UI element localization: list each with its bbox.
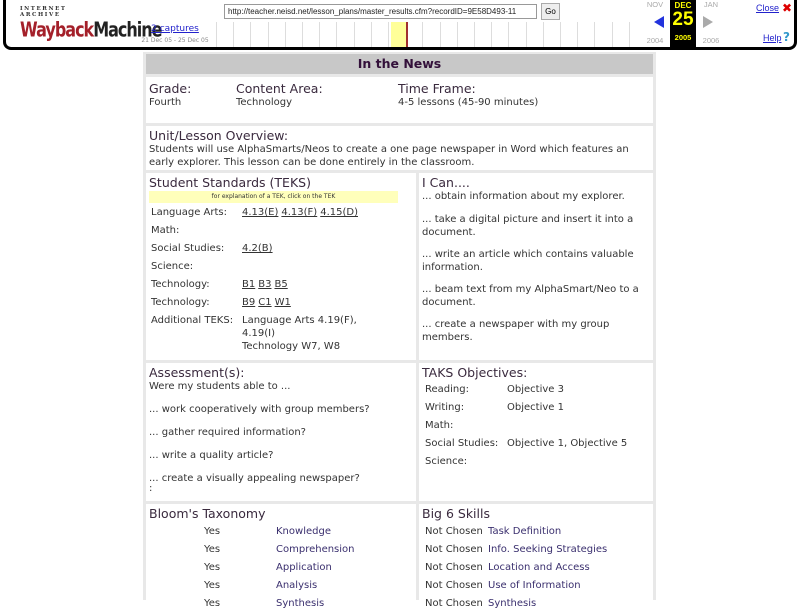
taks-heading: TAKS Objectives: — [422, 365, 528, 380]
bloom-link[interactable]: Application — [276, 562, 332, 573]
overview-text: Students will use AlphaSmarts/Neos to create a one page newspaper in Word which features an early explorer. This lesson can be done entirely in the classroom. — [149, 144, 629, 168]
big6-panel — [419, 504, 653, 614]
assessment-trailing: : — [149, 483, 153, 494]
assessment-item: ... create a visually appealing newspaper? — [149, 473, 360, 484]
big6-row: Not Chosen Info. Seeking Strategies — [425, 544, 608, 555]
time-frame-label: Time Frame: — [398, 81, 476, 96]
url-input[interactable]: http://teacher.neisd.net/lesson_plans/master_results.cfm?recordID=9E58D493-11 — [224, 4, 537, 19]
big6-row: Not Chosen Use of Information — [425, 580, 581, 591]
timeline-capture-marker[interactable] — [406, 22, 408, 47]
grade-label: Grade: — [149, 81, 192, 96]
standards-row: Language Arts: 4.13(E) 4.13(F) 4.15(D) — [151, 207, 358, 218]
big6-heading: Big 6 Skills — [422, 506, 490, 521]
lesson-info-panel — [146, 77, 653, 123]
big6-link[interactable]: Synthesis — [488, 598, 537, 609]
assessment-intro: Were my students able to ... — [149, 381, 291, 392]
tek-link[interactable]: B1 — [242, 279, 256, 290]
big6-row: Not Chosen Synthesis — [425, 598, 537, 609]
next-year: 2006 — [702, 36, 720, 45]
current-day: 25 — [672, 9, 694, 30]
captures-info — [134, 24, 216, 44]
assessment-item: ... gather required information? — [149, 427, 306, 438]
big6-link[interactable]: Info. Seeking Strategies — [488, 544, 608, 555]
bloom-link[interactable]: Synthesis — [276, 598, 325, 609]
bloom-link[interactable]: Analysis — [276, 580, 318, 591]
standards-row: Science: — [151, 261, 194, 272]
captures-link[interactable]: 2 captures — [151, 24, 199, 34]
tek-link[interactable]: 4.13(F) — [281, 207, 318, 218]
tek-link[interactable]: B5 — [274, 279, 288, 290]
i-can-item: ... beam text from my AlphaSmart/Neo to a document. — [422, 284, 639, 308]
help-icon[interactable]: ? — [783, 30, 790, 44]
tek-link[interactable]: C1 — [258, 297, 272, 308]
big6-link[interactable]: Task Definition — [488, 526, 562, 537]
bloom-row: Yes Comprehension — [204, 544, 355, 555]
i-can-item: ... take a digital picture and insert it into a document. — [422, 214, 634, 238]
assessment-heading: Assessment(s): — [149, 365, 245, 380]
wayback-toolbar — [3, 0, 797, 50]
logo-wayback-machine: WaybackMachine — [20, 17, 162, 42]
close-link[interactable]: Close — [756, 3, 780, 13]
current-month: DEC — [674, 1, 692, 10]
taks-panel — [419, 363, 653, 501]
additional-teks-row: Additional TEKS: Language Arts 4.19(F), 4.19(I) Technology W7, W8 — [151, 315, 357, 352]
content-area-value: Technology — [236, 97, 293, 108]
prev-month[interactable]: NOV — [646, 0, 664, 9]
current-capture-date — [670, 0, 696, 47]
big6-row: Not Chosen Task Definition — [425, 526, 562, 537]
close-icon[interactable]: ✖ — [782, 1, 793, 15]
big6-link[interactable]: Location and Access — [488, 562, 590, 573]
bloom-row: Yes Knowledge — [204, 526, 331, 537]
time-frame-value: 4-5 lessons (45-90 minutes) — [398, 97, 539, 108]
big6-link[interactable]: Use of Information — [488, 580, 581, 591]
i-can-item: ... create a newspaper with my group members. — [422, 319, 610, 343]
prev-arrow-icon[interactable] — [654, 16, 664, 28]
standards-row: Math: — [151, 225, 180, 236]
tek-link[interactable]: 4.13(E) — [242, 207, 279, 218]
tek-link[interactable]: W1 — [274, 297, 291, 308]
taks-row: Math: — [425, 420, 454, 431]
bloom-link[interactable]: Comprehension — [276, 544, 355, 555]
taks-row: Social Studies: Objective 1, Objective 5 — [425, 438, 628, 449]
standards-heading: Student Standards (TEKS) — [149, 175, 311, 190]
help-link[interactable]: Help — [763, 33, 782, 43]
tek-link[interactable]: B9 — [242, 297, 256, 308]
standards-row: Social Studies: 4.2(B) — [151, 243, 273, 254]
page-title: In the News — [146, 54, 653, 74]
standards-note: for explanation of a TEK, click on the TEK — [149, 191, 398, 203]
big6-row: Not Chosen Location and Access — [425, 562, 590, 573]
wayback-logo[interactable] — [20, 6, 162, 42]
tek-link[interactable]: 4.15(D) — [320, 207, 358, 218]
standards-row: Technology: B9 C1 W1 — [151, 297, 291, 308]
standards-row: Technology: B1 B3 B5 — [151, 279, 288, 290]
current-year: 2005 — [674, 33, 692, 42]
bloom-heading: Bloom's Taxonomy — [149, 506, 266, 521]
taks-row: Reading: Objective 3 — [425, 384, 564, 395]
overview-panel — [146, 126, 653, 170]
assessment-item: ... write a quality article? — [149, 450, 274, 461]
tek-link[interactable]: B3 — [258, 279, 272, 290]
taks-row: Writing: Objective 1 — [425, 402, 564, 413]
bloom-row: Yes Synthesis — [204, 598, 325, 609]
i-can-item: ... write an article which contains valuable information. — [422, 249, 634, 273]
timeline-highlight — [391, 22, 406, 47]
bloom-link[interactable]: Knowledge — [276, 526, 331, 537]
taks-row: Science: — [425, 456, 468, 467]
tek-link[interactable]: 4.2(B) — [242, 243, 273, 254]
overview-heading: Unit/Lesson Overview: — [149, 128, 289, 143]
assessment-panel — [146, 363, 416, 501]
bloom-panel — [146, 504, 416, 614]
logo-internet-archive: INTERNET ARCHIVE — [20, 6, 67, 18]
capture-timeline[interactable] — [216, 22, 646, 47]
i-can-item: ... obtain information about my explorer. — [422, 191, 625, 202]
next-arrow-icon — [703, 16, 713, 28]
i-can-heading: I Can.... — [422, 175, 470, 190]
bloom-row: Yes Application — [204, 562, 332, 573]
lesson-page — [143, 52, 656, 609]
go-button[interactable]: Go — [541, 3, 560, 20]
assessment-item: ... work cooperatively with group members? — [149, 404, 370, 415]
content-area-label: Content Area: — [236, 81, 323, 96]
standards-panel — [146, 173, 416, 360]
bloom-row: Yes Analysis — [204, 580, 318, 591]
grade-value: Fourth — [149, 97, 182, 108]
i-can-panel — [419, 173, 653, 360]
captures-range: 21 Dec 05 - 25 Dec 05 — [141, 37, 209, 44]
next-month: JAN — [703, 0, 719, 9]
prev-year: 2004 — [646, 36, 664, 45]
